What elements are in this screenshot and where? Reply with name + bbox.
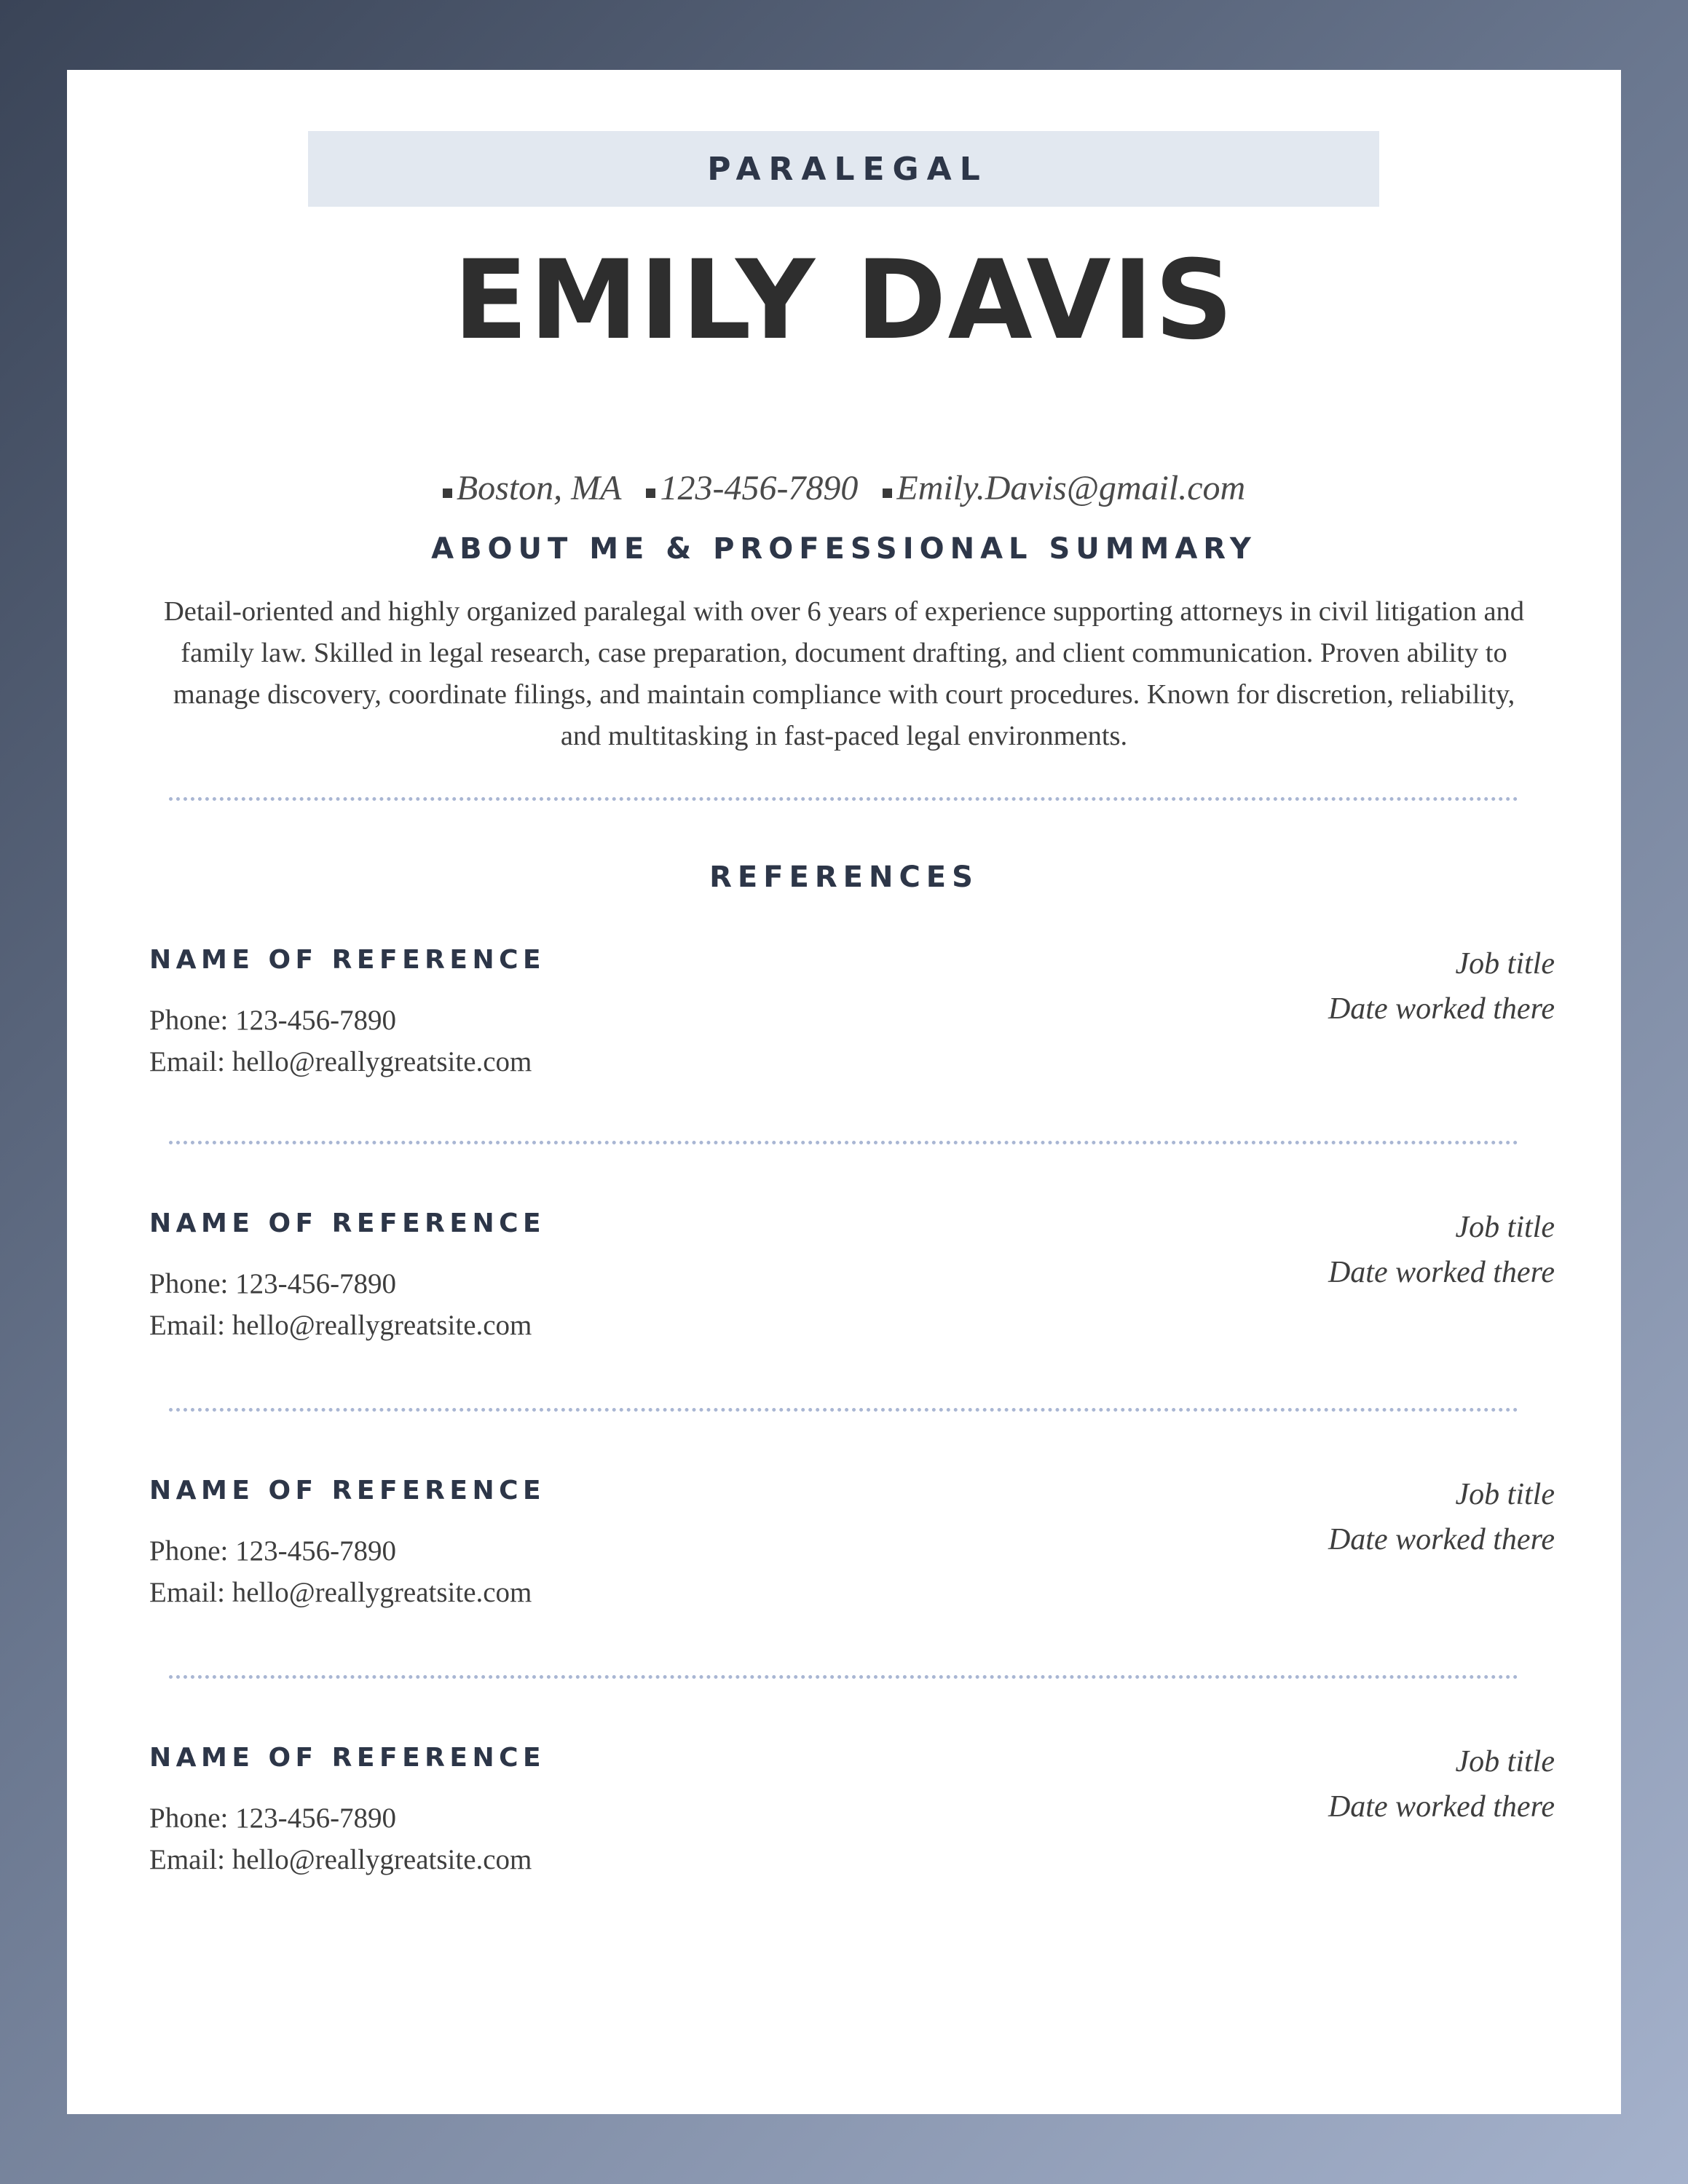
contact-location <box>443 463 622 514</box>
summary-heading: ABOUT ME & PROFESSIONAL SUMMARY <box>431 532 1257 566</box>
reference-dates: Date worked there <box>1328 1523 1555 1556</box>
reference-email: Email: hello@reallygreatsite.com <box>149 1046 532 1077</box>
reference-name: NAME OF REFERENCE <box>149 1208 546 1238</box>
phone-text: 123-456-7890 <box>660 469 859 507</box>
resume-page <box>67 70 1621 2114</box>
role-title: PARALEGAL <box>707 150 988 188</box>
reference-name: NAME OF REFERENCE <box>149 945 546 975</box>
location-text: Boston, MA <box>456 469 622 507</box>
reference-name: NAME OF REFERENCE <box>149 1476 546 1506</box>
candidate-name: EMILY DAVIS <box>453 237 1235 364</box>
reference-divider <box>169 1408 1518 1412</box>
reference-job-title: Job title <box>1455 1478 1555 1511</box>
square-bullet-icon <box>883 488 892 498</box>
reference-phone: Phone: 123-456-7890 <box>149 1005 397 1036</box>
reference-email: Email: hello@reallygreatsite.com <box>149 1310 532 1341</box>
references-heading: REFERENCES <box>709 860 979 894</box>
summary-paragraph: Detail-oriented and highly organized paralegal with over 6 years of experience supporting attorneys in civil litigation and family law. Skilled in legal research, case preparation, document drafting, and client communication. Proven ability to manage discovery, coordinate filings, and maintain compliance with court procedures. Known for discretion, reliability, and multitasking in fast-paced legal environments. <box>163 596 1525 751</box>
contact-email[interactable] <box>883 463 1245 514</box>
reference-dates: Date worked there <box>1328 992 1555 1026</box>
role-banner <box>308 131 1379 207</box>
contact-phone <box>646 463 858 514</box>
square-bullet-icon <box>443 488 452 498</box>
reference-job-title: Job title <box>1455 947 1555 981</box>
reference-phone: Phone: 123-456-7890 <box>149 1803 397 1834</box>
section-divider <box>169 797 1518 801</box>
reference-email: Email: hello@reallygreatsite.com <box>149 1844 532 1875</box>
reference-email: Email: hello@reallygreatsite.com <box>149 1577 532 1608</box>
reference-entry <box>149 942 1555 1088</box>
reference-phone: Phone: 123-456-7890 <box>149 1535 397 1567</box>
reference-dates: Date worked there <box>1328 1790 1555 1824</box>
reference-name: NAME OF REFERENCE <box>149 1743 546 1773</box>
reference-job-title: Job title <box>1455 1745 1555 1779</box>
reference-dates: Date worked there <box>1328 1256 1555 1289</box>
reference-phone: Phone: 123-456-7890 <box>149 1268 397 1299</box>
reference-entry <box>149 1473 1555 1618</box>
reference-divider <box>169 1675 1518 1679</box>
contact-line <box>67 463 1621 514</box>
email-text[interactable]: Emily.Davis@gmail.com <box>896 469 1246 507</box>
reference-divider <box>169 1141 1518 1144</box>
reference-job-title: Job title <box>1455 1211 1555 1244</box>
reference-entry <box>149 1740 1555 1886</box>
square-bullet-icon <box>646 488 655 498</box>
reference-entry <box>149 1206 1555 1351</box>
